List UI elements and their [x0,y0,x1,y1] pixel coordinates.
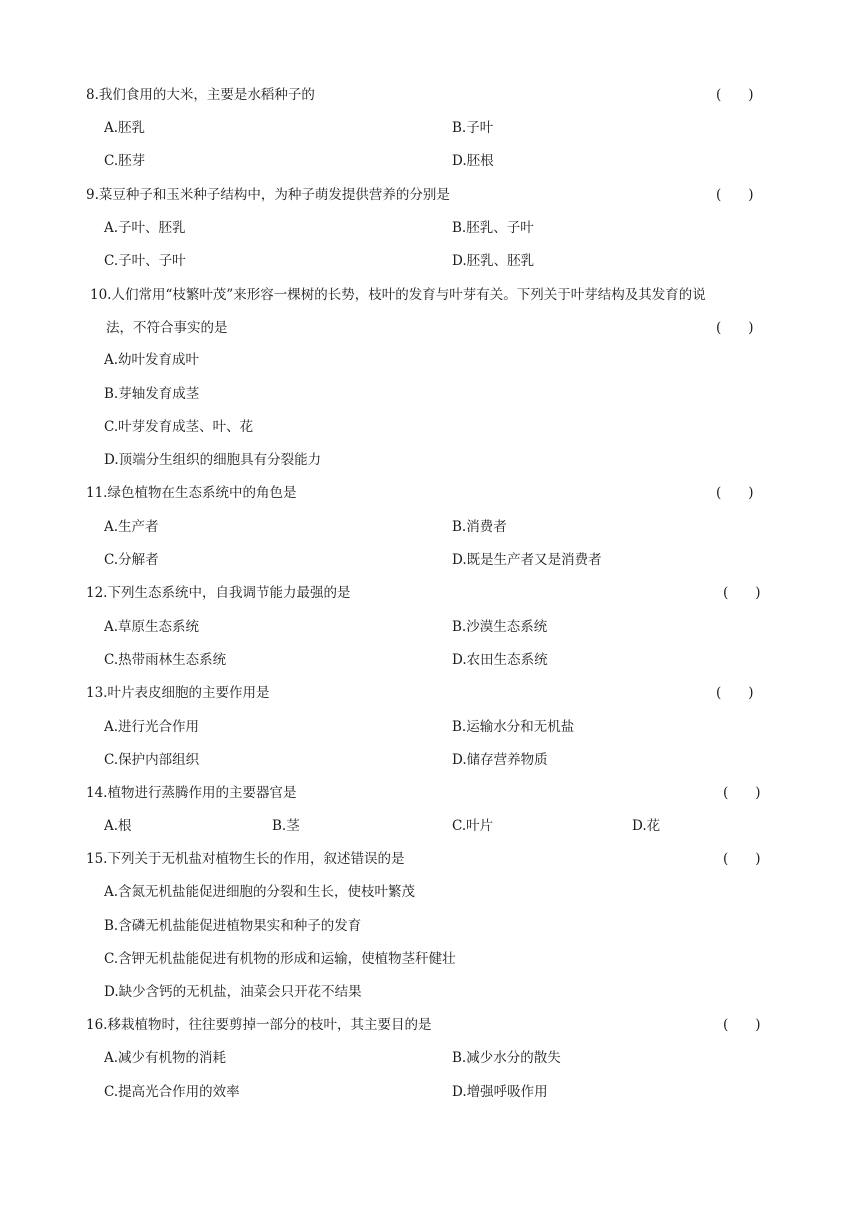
question-12-answer-bracket: ( ) [723,585,761,601]
question-13-option-c: C.保护内部组织 [104,752,200,768]
question-12-option-d: D.农田生态系统 [452,652,548,668]
question-12-option-c: C.热带雨林生态系统 [104,652,227,668]
question-11-option-c: C.分解者 [104,552,159,568]
question-11-option-d: D.既是生产者又是消费者 [452,552,602,568]
question-16-option-d: D.增强呼吸作用 [452,1084,548,1100]
question-14-option-b: B.茎 [272,818,300,834]
question-8-option-c: C.胚芽 [104,153,146,169]
question-9-text: 9.菜豆种子和玉米种子结构中，为种子萌发提供营养的分别是 [86,187,450,203]
question-16-answer-bracket: ( ) [723,1017,761,1033]
question-10-option-d: D.顶端分生组织的细胞具有分裂能力 [104,452,322,468]
question-10-stem-line-1 [90,285,790,305]
question-11-option-a: A.生产者 [104,519,159,535]
question-11-answer-bracket: ( ) [716,485,754,501]
question-10-text-line-1: 10.人们常用“枝繁叶茂”来形容一棵树的长势，枝叶的发育与叶芽有关。下列关于叶芽结构及其发育的说 [90,287,706,303]
question-9-option-b: B.胚乳、子叶 [452,220,534,236]
question-16-option-b: B.减少水分的散失 [452,1050,561,1066]
question-13-option-d: D.储存营养物质 [452,752,548,768]
question-16-option-c: C.提高光合作用的效率 [104,1084,240,1100]
question-14-text: 14.植物进行蒸腾作用的主要器官是 [86,785,297,801]
question-15-answer-bracket: ( ) [723,851,761,867]
question-16-option-a: A.减少有机物的消耗 [104,1050,227,1066]
question-13-stem [86,683,786,703]
question-9-option-a: A.子叶、胚乳 [104,220,186,236]
question-12-option-a: A.草原生态系统 [104,619,200,635]
question-10-answer-bracket: ( ) [716,320,754,336]
question-10-stem-line-2 [106,318,754,338]
question-16-stem [86,1015,786,1035]
question-9-option-d: D.胚乳、胚乳 [452,253,535,269]
question-8-option-d: D.胚根 [452,153,494,169]
question-13-option-a: A.进行光合作用 [104,719,200,735]
question-8-text: 8.我们食用的大米，主要是水稻种子的 [86,87,315,103]
question-10-option-b: B.芽轴发育成茎 [104,386,200,402]
question-11-text: 11.绿色植物在生态系统中的角色是 [86,485,297,501]
question-12-text: 12.下列生态系统中，自我调节能力最强的是 [86,585,351,601]
question-14-answer-bracket: ( ) [723,785,761,801]
question-8-stem [86,85,786,105]
question-14-stem [86,783,786,803]
question-9-answer-bracket: ( ) [716,187,754,203]
question-12-option-b: B.沙漠生态系统 [452,619,548,635]
question-14-option-a: A.根 [104,818,132,834]
question-13-option-b: B.运输水分和无机盐 [452,719,575,735]
question-15-option-c: C.含钾无机盐能促进有机物的形成和运输，使植物茎秆健壮 [104,951,456,967]
question-13-answer-bracket: ( ) [716,685,754,701]
question-10-option-a: A.幼叶发育成叶 [104,352,200,368]
question-14-option-d: D.花 [632,818,661,834]
question-15-stem [86,849,786,869]
question-15-option-a: A.含氮无机盐能促进细胞的分裂和生长，使枝叶繁茂 [104,884,416,900]
question-9-stem [86,185,786,205]
question-11-stem [86,483,786,503]
question-11-option-b: B.消费者 [452,519,507,535]
question-9-option-c: C.子叶、子叶 [104,253,186,269]
question-15-option-b: B.含磷无机盐能促进植物果实和种子的发育 [104,918,362,934]
question-14-option-c: C.叶片 [452,818,494,834]
question-10-text-line-2: 法，不符合事实的是 [106,320,228,336]
question-10-option-c: C.叶芽发育成茎、叶、花 [104,419,254,435]
question-13-text: 13.叶片表皮细胞的主要作用是 [86,685,270,701]
question-8-option-b: B.子叶 [452,120,494,136]
question-8-answer-bracket: ( ) [716,87,754,103]
question-15-option-d: D.缺少含钙的无机盐，油菜会只开花不结果 [104,984,362,1000]
question-12-stem [86,583,786,603]
question-16-text: 16.移栽植物时，往往要剪掉一部分的枝叶，其主要目的是 [86,1017,432,1033]
question-8-option-a: A.胚乳 [104,120,146,136]
question-15-text: 15.下列关于无机盐对植物生长的作用，叙述错误的是 [86,851,405,867]
